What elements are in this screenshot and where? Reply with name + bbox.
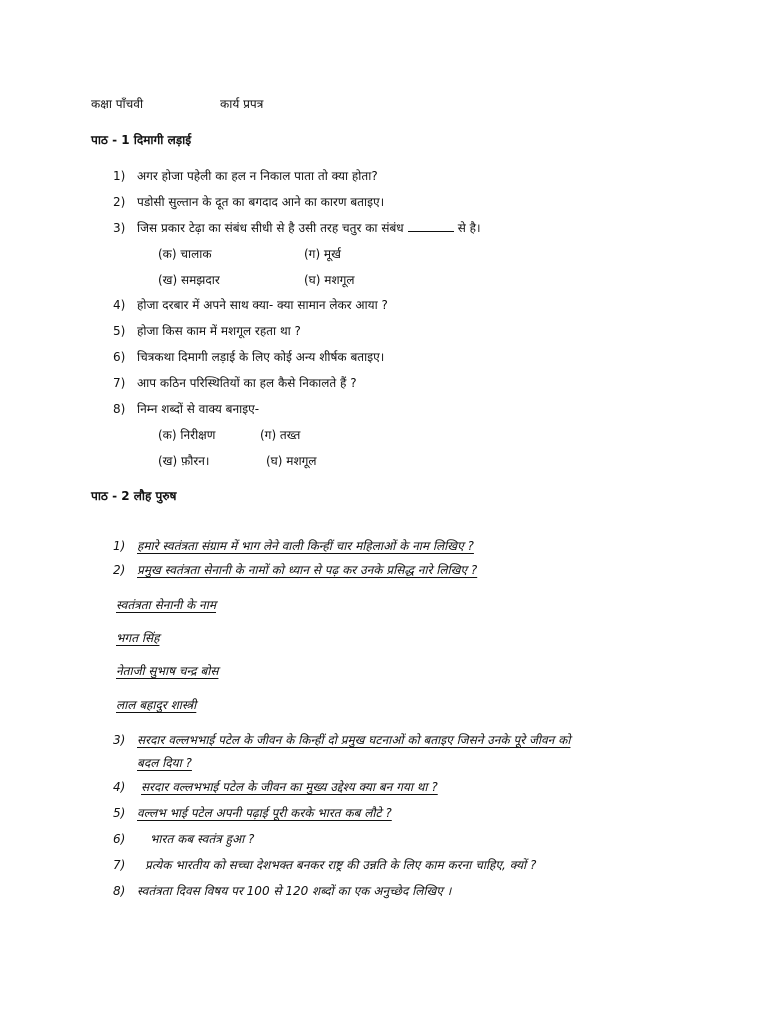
lesson1-q3-option-a: (क) चालाक (158, 247, 212, 261)
lesson1-q6-number: 6) (113, 350, 126, 364)
lesson1-q4-number: 4) (113, 298, 126, 312)
class-label: कक्षा पाँचवी (91, 97, 144, 111)
lesson1-q3-text (137, 220, 481, 236)
lesson1-q3-option-b: (ख) समझदार (158, 273, 220, 287)
lesson1-q1-text: अगर होजा पहेली का हल न निकाल पाता तो क्या होता? (137, 169, 378, 183)
lesson1-q3-option-c: (ग) मूर्ख (304, 247, 341, 261)
worksheet-label: कार्य प्रपत्र (220, 97, 264, 111)
lesson1-title: पाठ - 1 दिमागी लड़ाई (91, 133, 192, 147)
lesson1-q8-option-a: (क) निरीक्षण (158, 428, 216, 442)
lesson2-title: पाठ - 2 लौह पुरुष (91, 489, 177, 503)
lesson2-q7-number: 7) (113, 858, 126, 872)
lesson1-q5-text: होजा किस काम में मशगूल रहता था ? (137, 324, 301, 338)
lesson2-q5-number: 5) (113, 806, 126, 820)
lesson1-q8-option-b: (ख) फ़ौरन। (158, 454, 210, 468)
lesson1-q8-option-d: (घ) मशगूल (266, 454, 317, 468)
lesson1-q2-number: 2) (113, 195, 126, 209)
lesson1-q8-number: 8) (113, 402, 126, 416)
lesson2-q1-number: 1) (113, 539, 126, 553)
lesson1-q4-text: होजा दरबार में अपने साथ क्या- क्या सामान लेकर आया ? (137, 298, 388, 312)
lesson2-q5-text: वल्लभ भाई पटेल अपनी पढ़ाई पूरी करके भारत कब लौटे ? (137, 806, 392, 820)
lesson2-q1-text: हमारे स्वतंत्रता संग्राम में भाग लेने वाली किन्हीं चार महिलाओं के नाम लिखिए ? (137, 539, 474, 553)
lesson2-q6-text: भारत कब स्वतंत्र हुआ ? (150, 832, 255, 846)
lesson2-q3-text-line2: बदल दिया ? (137, 756, 192, 770)
lesson2-q4-number: 4) (113, 780, 126, 794)
lesson2-q8-text: स्वतंत्रता दिवस विषय पर 100 से 120 शब्दों का एक अनुच्छेद लिखिए । (137, 884, 452, 898)
freedom-fighter-name: लाल बहादुर शास्त्री (116, 698, 197, 712)
fill-in-blank (408, 221, 454, 232)
lesson1-q3-option-d: (घ) मशगूल (304, 273, 355, 287)
lesson1-q5-number: 5) (113, 324, 126, 338)
lesson2-q8-number: 8) (113, 884, 126, 898)
lesson1-q2-text: पडोसी सुल्तान के दूत का बगदाद आने का कारण बताइए। (137, 195, 385, 209)
lesson1-q3-text-b: से है। (457, 221, 481, 235)
lesson2-q4-text: सरदार वल्लभभाई पटेल के जीवन का मुख्य उद्देश्य क्या बन गया था ? (141, 780, 438, 794)
lesson1-q1-number: 1) (113, 169, 126, 183)
lesson2-q2-number: 2) (113, 563, 126, 577)
lesson1-q8-option-c: (ग) तख्त (260, 428, 301, 442)
lesson2-q3-text-line1: सरदार वल्लभभाई पटेल के जीवन के किन्हीं दो प्रमुख घटनाओं को बताइए जिसने उनके पूरे जीवन को (137, 733, 571, 747)
lesson2-q7-text: प्रत्येक भारतीय को सच्चा देशभक्त बनकर राष्ट्र की उन्नति के लिए काम करना चाहिए, क्यों ? (145, 858, 537, 872)
freedom-fighter-name: नेताजी सुभाष चन्द्र बोस (116, 664, 219, 678)
lesson1-q8-text: निम्न शब्दों से वाक्य बनाइए- (137, 402, 260, 416)
freedom-fighters-heading: स्वतंत्रता सेनानी के नाम (116, 598, 217, 612)
lesson1-q3-text-a: जिस प्रकार टेढ़ा का संबंध सीधी से है उसी तरह चतुर का संबंध (137, 221, 404, 235)
lesson2-q3-number: 3) (113, 733, 126, 747)
lesson1-q7-number: 7) (113, 376, 126, 390)
lesson2-q6-number: 6) (113, 832, 126, 846)
lesson1-q6-text: चित्रकथा दिमागी लड़ाई के लिए कोई अन्य शीर्षक बताइए। (137, 350, 385, 364)
lesson2-q2-text: प्रमुख स्वतंत्रता सेनानी के नामों को ध्यान से पढ़ कर उनके प्रसिद्ध नारे लिखिए ? (137, 563, 478, 577)
lesson1-q3-number: 3) (113, 221, 126, 235)
lesson1-q7-text: आप कठिन परिस्थितियों का हल कैसे निकालते हैं ? (137, 376, 357, 390)
freedom-fighter-name: भगत सिंह (116, 631, 160, 645)
